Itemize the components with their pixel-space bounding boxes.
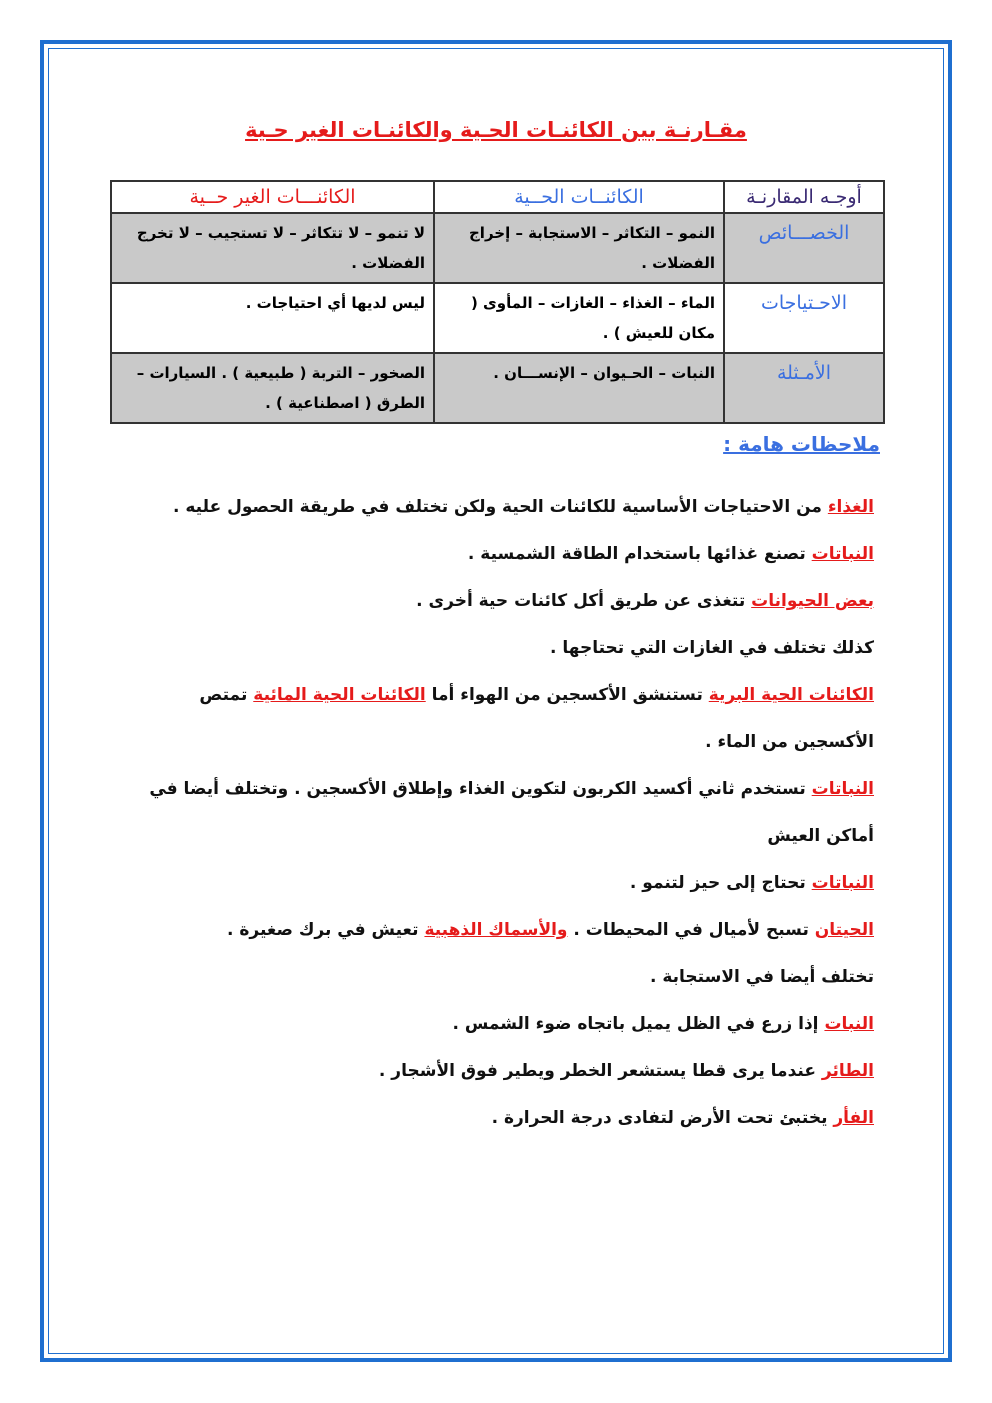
table-row: [111, 213, 884, 283]
cell-nonliving: ليس لديها أي احتياجات .: [111, 283, 434, 353]
note-keyword: الكائنات الحية البرية: [708, 685, 874, 705]
note-text: تحتاج إلى حيز لتنمو .: [629, 873, 812, 893]
note-text: يختبئ تحت الأرض لتفادى درجة الحرارة .: [491, 1108, 834, 1128]
note-keyword: النباتات: [811, 544, 874, 564]
note-text: تصنع غذائها باستخدام الطاقة الشمسية .: [467, 544, 812, 564]
note-line: [114, 766, 874, 813]
cell-living: الماء – الغذاء – الغازات – المأوى ( مكان للعيش ) .: [434, 283, 724, 353]
note-keyword: النبات: [824, 1014, 874, 1034]
row-label: الخصـــائص: [724, 213, 884, 283]
row-label: الأمـثلة: [724, 353, 884, 423]
note-line: [114, 907, 874, 954]
note-line: [114, 578, 874, 625]
note-text: تمتص: [199, 685, 254, 705]
note-line: [114, 954, 874, 1001]
note-text: تستخدم ثاني أكسيد الكربون لتكوين الغذاء وإطلاق الأكسجين . وتختلف أيضا في: [149, 779, 812, 799]
note-line: [114, 484, 874, 531]
note-line: [114, 672, 874, 719]
note-keyword: الفأر: [833, 1108, 874, 1128]
note-text: أماكن العيش: [767, 826, 874, 846]
header-nonliving: الكائنـــات الغير حــية: [111, 181, 434, 213]
note-text: تسبح لأميال في المحيطات .: [567, 920, 815, 940]
note-text: إذا زرع في الظل يميل باتجاه ضوء الشمس .: [452, 1014, 825, 1034]
notes-title: ملاحظات هامة :: [723, 432, 880, 456]
note-line: [114, 813, 874, 860]
note-keyword: الطائر: [821, 1061, 874, 1081]
note-line: [114, 719, 874, 766]
note-text: عندما يرى قطا يستشعر الخطر ويطير فوق الأشجار .: [378, 1061, 822, 1081]
note-keyword: الكائنات الحية المائية: [253, 685, 426, 705]
cell-nonliving: لا تنمو – لا تتكاثر – لا تستجيب – لا تخرج الفضلات .: [111, 213, 434, 283]
table-row: [111, 353, 884, 423]
comparison-table: [110, 180, 885, 424]
cell-living: النبات – الحـيوان – الإنســـان .: [434, 353, 724, 423]
notes-list: [114, 484, 874, 1142]
note-text: من الاحتياجات الأساسية للكائنات الحية ولكن تختلف في طريقة الحصول عليه .: [173, 497, 828, 517]
cell-living: النمو – التكاثر – الاستجابة – إخراج الفضلات .: [434, 213, 724, 283]
note-keyword: النباتات: [811, 873, 874, 893]
note-text: الأكسجين من الماء .: [705, 732, 874, 752]
note-text: كذلك تختلف في الغازات التي تحتاجها .: [549, 638, 874, 658]
note-text: تتغذى عن طريق أكل كائنات حية أخرى .: [416, 591, 752, 611]
note-line: [114, 1001, 874, 1048]
row-label: الاحـتياجات: [724, 283, 884, 353]
note-line: [114, 625, 874, 672]
note-keyword: النباتات: [811, 779, 874, 799]
note-keyword: الغذاء: [827, 497, 874, 517]
note-keyword: والأسماك الذهبية: [424, 920, 568, 940]
note-line: [114, 531, 874, 578]
note-text: تعيش في برك صغيرة .: [226, 920, 425, 940]
table-row: [111, 283, 884, 353]
note-text: تختلف أيضا في الاستجابة .: [649, 967, 874, 987]
note-line: [114, 1095, 874, 1142]
page-title: مقـارنـة بين الكائنـات الحـية والكائنـات الغير حـية: [245, 118, 747, 142]
cell-nonliving: الصخور – التربة ( طبيعية ) . السيارات – الطرق ( اصطناعية ) .: [111, 353, 434, 423]
header-living: الكائنــات الحــية: [434, 181, 724, 213]
header-aspect: أوجـه المقارنـة: [724, 181, 884, 213]
note-line: [114, 1048, 874, 1095]
note-text: تستنشق الأكسجين من الهواء أما: [425, 685, 709, 705]
note-keyword: بعض الحيوانات: [751, 591, 874, 611]
note-keyword: الحيتان: [814, 920, 874, 940]
table-header-row: [111, 181, 884, 213]
note-line: [114, 860, 874, 907]
